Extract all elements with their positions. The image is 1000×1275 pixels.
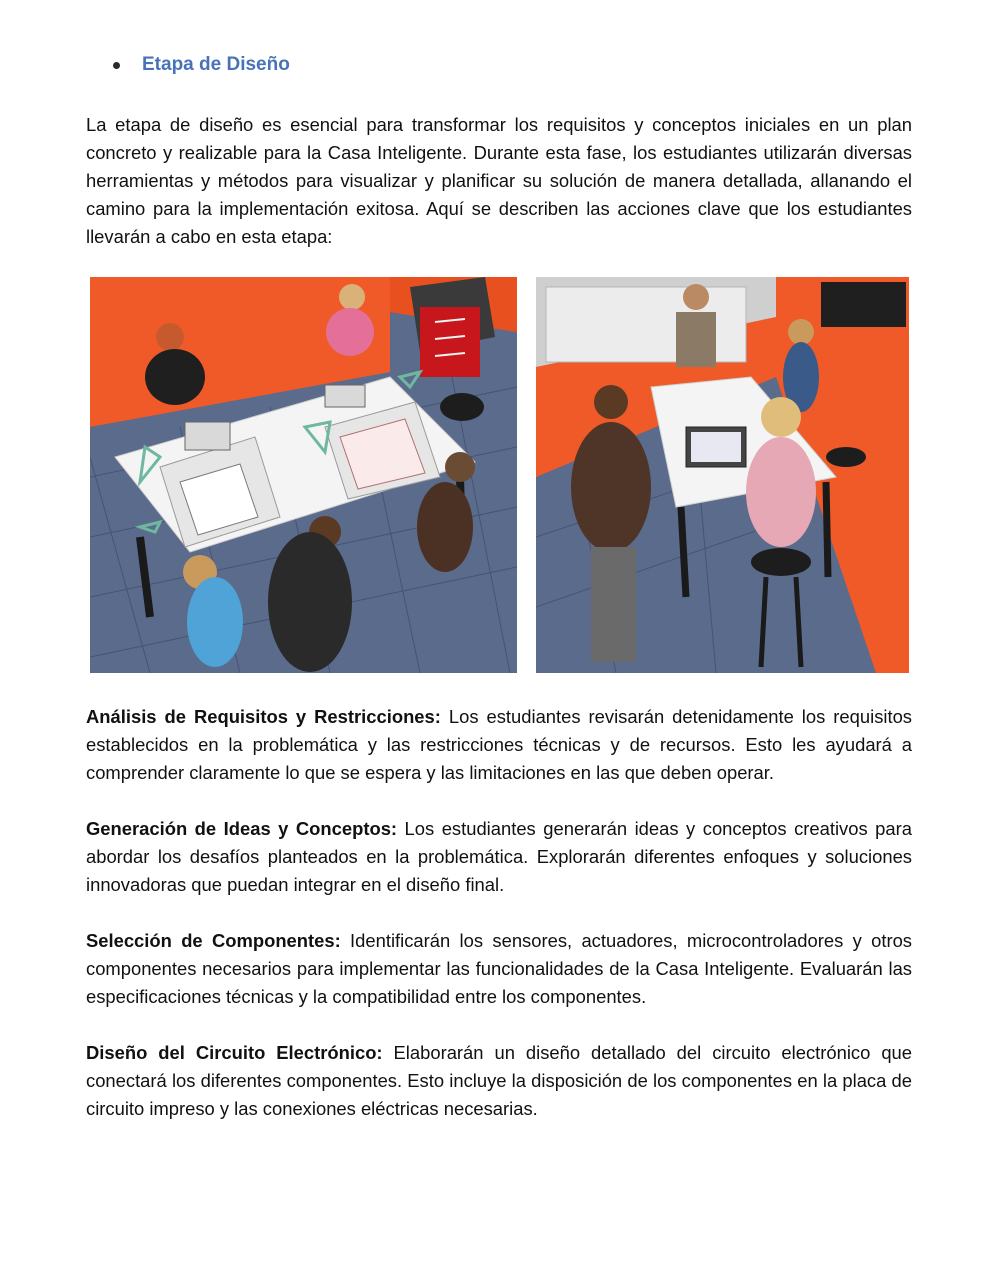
design-table-illustration xyxy=(90,277,517,673)
intro-paragraph: La etapa de diseño es esencial para transformar los requisitos y conceptos iniciales en un plan concreto y realizable para la Casa Inteligente. Durante esta fase, los estudiantes utilizarán diversas herramientas y métodos para visualizar y planificar su solución de manera detallada, allanando el camino para la implementación exitosa. Aquí se describen las acciones clave que los estudiantes llevarán a cabo en esta etapa: xyxy=(86,114,912,247)
heading-text: Etapa de Diseño xyxy=(142,54,290,75)
section-text: Los estudiantes generarán ideas y conceptos creativos para abordar los desafíos planteados en la problemática. Explorarán diferentes enfoques y soluciones innovadoras que puedan integrar en el diseño final. xyxy=(86,818,912,895)
bullet-icon xyxy=(113,62,120,69)
section-text: Elaborarán un diseño detallado del circuito electrónico que conectará los diferentes componentes. Esto incluye la disposición de los componentes en la placa de circuito impreso y las conexiones eléctricas necesarias. xyxy=(86,1042,913,1119)
section-title: Diseño del Circuito Electrónico: xyxy=(86,1042,383,1063)
section-paragraph xyxy=(86,927,912,1011)
section-title: Selección de Componentes: xyxy=(86,930,341,951)
section-text: Los estudiantes revisarán detenidamente los requisitos establecidos en la problemática y las restricciones técnicas y de recursos. Esto les ayudará a comprender claramente lo que se espera y las limitaciones en las que deben operar. xyxy=(86,706,913,783)
laptop-workspace-illustration xyxy=(536,277,909,673)
section-paragraph xyxy=(86,1039,912,1123)
section-paragraph xyxy=(86,703,912,787)
section-title: Análisis de Requisitos y Restricciones: xyxy=(86,706,441,727)
section-heading xyxy=(113,54,290,76)
section-paragraph xyxy=(86,815,912,899)
section-text: Identificarán los sensores, actuadores, microcontroladores y otros componentes necesarios para implementar las funcionalidades de la Casa Inteligente. Evaluarán las especificaciones técnicas y la compatibilidad entre los componentes. xyxy=(86,930,912,1007)
section-title: Generación de Ideas y Conceptos: xyxy=(86,818,398,839)
